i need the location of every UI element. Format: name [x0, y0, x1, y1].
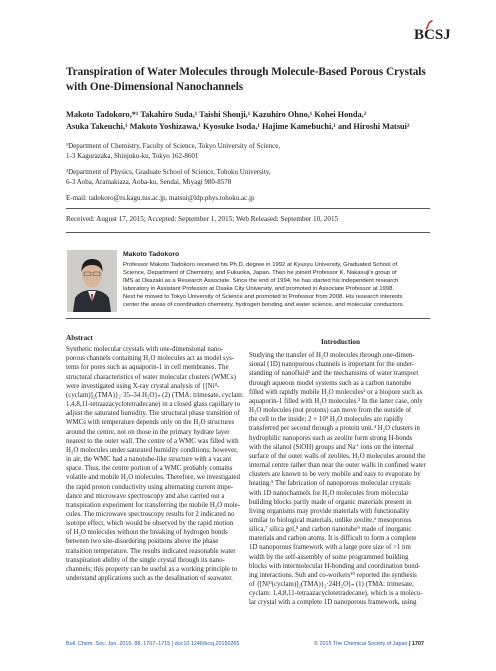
- introduction-line: H₂O molecules (not protons) can move from the outside of: [249, 407, 412, 415]
- introduction-line: surface of the outer walls of zeolites. H₂O molecules around the: [249, 452, 426, 460]
- abstract-line: (cyclam)]₂(TMA)}₂·35–34 H₂O}ₙ (2) (TMA: trimesate, cyclam:: [66, 391, 244, 399]
- abstract-line: were investigated using X-ray crystal analysis of {[Niᴵᴵ-: [66, 382, 220, 390]
- introduction-line: lar crystal with a complete 1D nanoporous framework, using: [249, 599, 417, 607]
- affiliation-line: 6-3 Aoba, Aramakiaza, Aoba-ku, Sendai, Miyagi 980-8578: [66, 178, 232, 186]
- introduction-line: through aqueous model systems such as a carbon nanotube: [249, 379, 412, 387]
- introduction-line: 1D nanoporous framework with a large pore size of >1 nm: [249, 544, 411, 552]
- abstract-line: adjust the saturated humidity. The structural phase transition of: [66, 410, 240, 418]
- affiliation-line: ¹Department of Chemistry, Faculty of Science, Tokyo University of Science,: [66, 142, 281, 150]
- author-photo: [67, 250, 117, 312]
- abstract-line: transpiration experiment for transferring the mobile H₂O mole-: [66, 501, 241, 509]
- bio-line: Next he moved to Tokyo University of Science and promoted to Professor from 2008. His research interests: [123, 294, 403, 301]
- abstract-line: the rapid proton conductivity using alternating current impe-: [66, 483, 234, 491]
- author-portrait-icon: [67, 250, 117, 312]
- abstract-line: in air, the WMC had a nanotube-like structure with a vacant: [66, 456, 232, 464]
- journal-logo: BCSJ: [414, 27, 451, 43]
- abstract-line: of H₂O molecules without the breaking of hydrogen bonds: [66, 529, 228, 537]
- introduction-line: internal centre rather than near the outer walls in confined water: [249, 462, 426, 470]
- introduction-line: clusters are known to be very mobile and easy to evaporate by: [249, 471, 421, 479]
- abstract-line: around the centre, not on those in the primary hydrate layer: [66, 428, 230, 436]
- abstract-line: H₂O molecules under saturated humidity conditions; however,: [66, 446, 238, 454]
- introduction-line: living organisms may provide materials with functionality: [249, 507, 410, 515]
- introduction-line: heating.⁵ The fabrication of nanoporous molecular crystals: [249, 480, 411, 488]
- author-line: Asuka Takeuchi,¹ Makoto Yoshizawa,¹ Kyosuke Isoda,¹ Hajime Kamebuchi,¹ and Hiroshi Matsui²: [66, 122, 410, 131]
- abstract-line: channels; this property can be useful as a working principle to: [66, 565, 238, 573]
- abstract-heading: Abstract: [66, 334, 93, 342]
- page-number: | 1707: [408, 641, 424, 647]
- divider: [66, 208, 430, 209]
- abstract-line: nearest to the outer wall. The centre of a WMC was filled with: [66, 437, 239, 445]
- affiliation-2: [66, 167, 446, 187]
- abstract-line: WMCs with temperature depends only on the H₂O structures: [66, 419, 235, 427]
- introduction-line: with 1D nanochannels for H₂O molecules from molecular: [249, 489, 409, 497]
- introduction-line: cyclam: 1,4,8,11-tetraazacyclotetradecane), which is a molecu-: [249, 590, 423, 598]
- abstract-line: understand applications such as the desalination of seawater.: [66, 575, 233, 583]
- introduction-heading: Introduction: [320, 338, 360, 346]
- introduction-column: [249, 338, 432, 608]
- abstract-line: cules. The microwave spectroscopy results for 2 indicated no: [66, 510, 235, 518]
- abstract-line: volatile and mobile H₂O molecules. Therefore, we investigated: [66, 474, 240, 482]
- affiliation-line: ²Department of Physics, Graduate School of Science, Tohoku University,: [66, 168, 271, 176]
- introduction-line: building blocks partly made of organic materials present in: [249, 498, 412, 506]
- introduction-line: filled with rapidly mobile H₂O molecules² or a biopore such as: [249, 388, 423, 396]
- introduction-line: silica,⁷ silica gel,⁸ and carbon nanotube⁹ made of inorganic: [249, 526, 412, 534]
- abstract-line: space. Thus, the centre portion of a WMC probably contains: [66, 465, 233, 473]
- footer-copyright: [314, 641, 424, 647]
- introduction-line: similar to biological materials, unlike zeolite,⁶ mesoporous: [249, 516, 412, 524]
- introduction-line: with the silanol (SiOH) groups and Na⁺ ions on the internal: [249, 443, 414, 451]
- abstract-line: transpiration ability of the single crystal through its nano-: [66, 556, 225, 564]
- introduction-body: [249, 351, 432, 607]
- author-line: Makoto Tadokoro,*¹ Takahiro Suda,¹ Taishi Shouji,¹ Kazuhiro Ohno,¹ Kohei Honda,²: [66, 110, 367, 119]
- abstract-line: transition temperature. The results indicated reasonable water: [66, 547, 236, 555]
- introduction-line: blocks with intermolecular H-bonding and coordination bond-: [249, 562, 421, 570]
- affiliation-line: 1-3 Kagurazaka, Shinjuku-ku, Tokyo 162-8601: [66, 152, 199, 160]
- bio-line: laboratory in Assistant Professor at Osaka City University, and promoted in Associate Professor at 1998.: [123, 286, 394, 293]
- abstract-line: porous channels containing H₂O molecules act as model sys-: [66, 355, 235, 363]
- abstract-line: between two site-disordering positions above the phase: [66, 538, 219, 546]
- abstract-line: 1,4,8,11-tetraazacyclotetradecane) in a closed glass capillary to: [66, 401, 241, 409]
- abstract-line: isotope effect, which would be observed by the rapid motion: [66, 520, 234, 528]
- contact-email: E-mail: tadokoro@rs.kagu.tus.ac.jp, matsui@ldp.phys.tohoku.ac.jp: [66, 194, 255, 202]
- divider: [66, 318, 430, 319]
- introduction-line: materials and carbon atoms. It is difficult to form a complete: [249, 535, 417, 543]
- footer-citation: Bull. Chem. Soc. Jpn. 2015, 88, 1707–1715 | doi:10.1246/bcsj.20150265: [66, 641, 240, 647]
- bio-line: Professor Makoto Tadokoro received his Ph.D. degree in 1992 at Kyusyu University, Graduated School of: [123, 262, 398, 268]
- introduction-line: of {[Niᴵᴵ(cyclam)]₂(TMA)}₂·24H₂O}ₙ (1) (TMA: trimesate,: [249, 581, 414, 589]
- abstract-line: tems for pores such as aquaporin-1 in cell membranes. The: [66, 364, 229, 372]
- introduction-line: standing of nanofluid¹ and the mechanisms of water transport: [249, 370, 419, 378]
- bio-line: Science, Department of Chemistry, and Fukuoka, Japan. Then he joined Professor K. Nakasuji's group of: [123, 270, 397, 277]
- abstract-column: [66, 334, 249, 583]
- author-list: [66, 109, 446, 133]
- bio-line: IMS at Okazaki as a Research Associate. Since the end of 1994, he has started his independent research: [123, 278, 399, 285]
- affiliation-1: [66, 141, 446, 161]
- introduction-line: sional (1D) nanoporous channels is important for the under-: [249, 361, 415, 369]
- divider: [66, 232, 430, 233]
- abstract-line: structural characteristics of water molecular clusters (WMCs): [66, 373, 236, 381]
- introduction-line: aquaporin-1 filled with H₂O molecules.³ In the latter case, only: [249, 397, 423, 405]
- bio-text: [123, 261, 433, 310]
- introduction-line: transferred per second through a protein unit.⁴ H₂O clusters in: [249, 425, 420, 433]
- abstract-line: Synthetic molecular crystals with one-dimensional nano-: [66, 346, 224, 354]
- abstract-line: dance and microwave spectroscopy and also carried out a: [66, 492, 225, 500]
- abstract-body: [66, 345, 249, 583]
- introduction-line: width by the self-assembly of some programmed building: [249, 553, 409, 561]
- bio-name: Makoto Tadokoro: [123, 251, 180, 258]
- introduction-line: Studying the transfer of H₂O molecules through one-dimen-: [249, 352, 415, 360]
- copyright-text: © 2015 The Chemical Society of Japan: [314, 641, 408, 647]
- introduction-line: the cell to the inside; 2 × 10⁹ H₂O molecules are rapidly: [249, 416, 404, 424]
- introduction-line: ing interactions. Suh and co-workers¹⁰ reported the synthesis: [249, 571, 417, 579]
- paper-title: Transpiration of Water Molecules through Molecule-Based Porous Crystals with One-Dimensional Nanochannels: [66, 66, 426, 93]
- publication-dates: Received: August 17, 2015; Accepted: September 1, 2015; Web Released: September 10, 2015: [66, 215, 339, 223]
- bio-line: center the areas of coordination chemistry, hydrogen bonding and water science, and molecular conductors.: [123, 302, 405, 309]
- introduction-line: hydrophilic nanopores such as zeolite form strong H-bonds: [249, 434, 413, 442]
